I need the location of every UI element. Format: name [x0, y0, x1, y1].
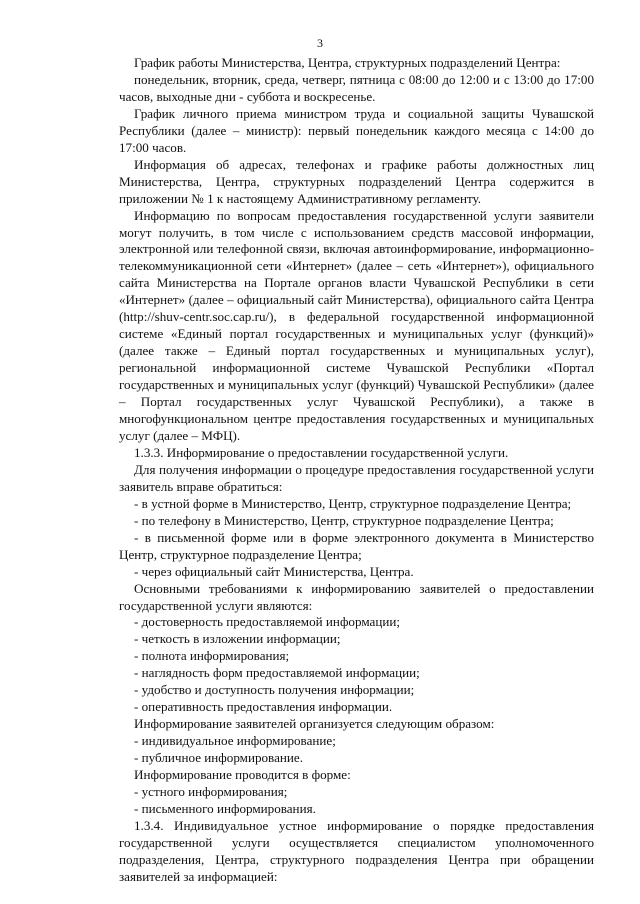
paragraph: - письменного информирования.	[134, 800, 316, 816]
paragraph: 1.3.3. Информирование о предоставлении государственной услуги.	[134, 444, 509, 460]
page-number: 3	[317, 36, 323, 50]
paragraph: понедельник, вторник, среда, четверг, пятница с 08:00 до 12:00 и с 13:00 до 17:00 часов, выходные дни - суббота и воскресенье.	[119, 71, 594, 104]
paragraph: - через официальный сайт Министерства, Центра.	[134, 563, 414, 579]
paragraph: - наглядность форм предоставляемой информации;	[134, 665, 420, 681]
paragraph: Для получения информации о процедуре предоставления государственной услуги заявитель вправе обратиться:	[119, 461, 594, 494]
paragraph: График работы Министерства, Центра, структурных подразделений Центра:	[134, 55, 561, 70]
paragraph: - четкость в изложении информации;	[134, 631, 341, 647]
paragraph: - оперативность предоставления информации.	[134, 699, 393, 715]
paragraph: - удобство и доступность получения информации;	[134, 682, 415, 698]
paragraph: - достоверность предоставляемой информации;	[134, 614, 400, 630]
paragraph: Информирование проводится в форме:	[134, 767, 351, 783]
paragraph: Информация об адресах, телефонах и графике работы должностных лиц Министерства, Центра, структурных подразделений Центра содержится в приложении № 1 к настоящему Административному регламенту.	[119, 156, 594, 206]
paragraph: - устного информирования;	[134, 783, 288, 799]
paragraph: - полнота информирования;	[134, 648, 290, 664]
paragraph: - по телефону в Министерство, Центр, структурное подразделение Центра;	[134, 512, 554, 528]
paragraph: - в устной форме в Министерство, Центр, структурное подразделение Центра;	[134, 495, 572, 511]
paragraph: Информацию по вопросам предоставления государственной услуги заявители могут получить, в том числе с использованием средств массовой информации, электронной или телефонной связи, включая автоинформирование, информационно-телекоммуникационной сети «Интернет» (далее – сеть «Интернет»), официального сайта Министерства на Портале органов власти Чувашской Республики в сети «Интернет» (далее – официальный сайт Министерства), официального сайта Центра (http://shuv-centr.soc.cap.ru/), в федеральной государственной информационной системе «Единый портал государственных и муниципальных услуг (функций)» (далее также – Единый портал государственных и муниципальных услуг), региональной информационной системе Чувашской Республики «Портал государственных и муниципальных услуг (функций) Чувашской Республики» (далее – Портал государственных услуг Чувашской Республики), а также в многофункциональном центре предоставления государственных и муниципальных услуг (далее – МФЦ).	[119, 207, 594, 443]
paragraph: 1.3.4. Индивидуальное устное информирование о порядке предоставления государственной услуги осуществляется специалистом уполномоченного подразделения, Центра, структурного подразделения Центра при обращении заявителей за информацией:	[119, 817, 594, 884]
paragraph: - индивидуальное информирование;	[134, 733, 336, 749]
paragraph: - публичное информирование.	[134, 750, 303, 766]
paragraph: Основными требованиями к информированию заявителей о предоставлении государственной услуги являются:	[119, 580, 594, 613]
paragraph: График личного приема министром труда и социальной защиты Чувашской Республики (далее – министр): первый понедельник каждого месяца с 14:00 до 17:00 часов.	[119, 105, 594, 155]
paragraph: Информирование заявителей организуется следующим образом:	[134, 716, 495, 732]
paragraph: - в письменной форме или в форме электронного документа в Министерство Центр, структурное подразделение Центра;	[119, 529, 594, 562]
document-body	[119, 55, 594, 886]
